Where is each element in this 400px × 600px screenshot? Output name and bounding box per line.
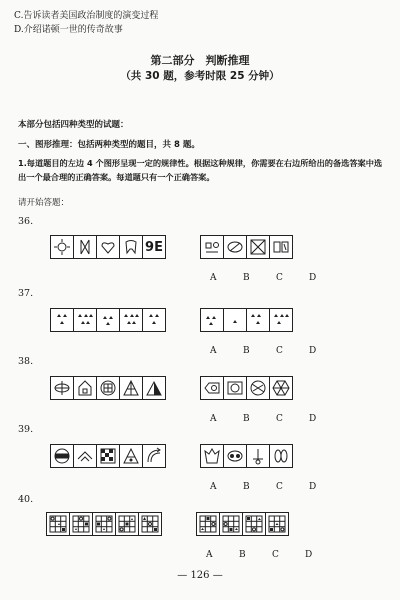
question-number: 36. (18, 216, 34, 227)
part1-title: 一、图形推理：包括两种类型的题目，共 8 题。 (18, 140, 200, 150)
option-label-b: B (243, 482, 250, 492)
option-label-a: A (210, 273, 217, 283)
option-label-b: B (243, 346, 250, 356)
circle-grid-figure (97, 377, 120, 399)
grid-figure (139, 513, 161, 535)
question-number: 39. (18, 424, 34, 435)
q39-stem-strip (50, 444, 166, 468)
q36-stem-strip (50, 235, 166, 259)
triangles-figure (97, 309, 120, 331)
option-label-d: D (309, 346, 317, 356)
option-label-c: C (276, 346, 283, 356)
rule-text: 1.每道题目的左边 4 个图形呈现一定的规律性。根据这种规律，你需要在右边所给出的备选答案中选出一个最合理的正确答案。每道题只有一个正确答案。 (18, 158, 383, 182)
option-a-figure[interactable] (201, 377, 224, 399)
checker-figure (97, 445, 120, 467)
option-label-b: B (243, 414, 250, 424)
heart-figure (97, 236, 120, 258)
option-c-text: C.告诉读者美国政治制度的演变过程 (14, 11, 159, 21)
option-a-figure[interactable] (197, 513, 220, 535)
option-label-c: C (276, 482, 283, 492)
option-c-figure[interactable] (247, 236, 270, 258)
option-label-a: A (210, 414, 217, 424)
sun-figure (51, 236, 74, 258)
house-figure (74, 377, 97, 399)
start-text: 请开始答题： (18, 198, 70, 208)
section-title: 第二部分 判断推理 (150, 54, 250, 67)
question-number: 37. (18, 288, 34, 299)
circle-bar-figure (51, 445, 74, 467)
grid-figure (47, 513, 70, 535)
q37-option-strip (200, 308, 293, 332)
option-b-figure[interactable] (224, 445, 247, 467)
glyph-9e-figure: 9E (145, 239, 163, 255)
triangle-pattern-figure (120, 445, 143, 467)
option-label-d: D (309, 414, 317, 424)
q39-option-strip (200, 444, 293, 468)
intro-text: 本部分包括四种类型的试题： (18, 120, 129, 130)
option-d-figure[interactable] (266, 513, 288, 535)
option-c-figure[interactable] (247, 377, 270, 399)
option-label-c: C (272, 550, 279, 560)
q37-stem-strip (50, 308, 166, 332)
grid-figure (116, 513, 139, 535)
arc-arrow-figure (143, 445, 165, 467)
q38-stem-strip (50, 376, 166, 400)
triangles-figure (74, 309, 97, 331)
option-label-b: B (243, 273, 250, 283)
option-c-figure[interactable] (247, 445, 270, 467)
q40-option-strip (196, 512, 289, 536)
tooth-figure (120, 236, 143, 258)
triangles-figure (143, 309, 165, 331)
option-d-figure[interactable] (270, 309, 292, 331)
option-label-c: C (276, 273, 283, 283)
triangles-figure (51, 309, 74, 331)
section-subtitle: （共 30 题，参考时限 25 分钟） (120, 70, 280, 82)
question-number: 38. (18, 356, 34, 367)
option-a-figure[interactable] (201, 236, 224, 258)
option-b-figure[interactable] (224, 377, 247, 399)
option-d-figure[interactable] (270, 445, 292, 467)
q40-stem-strip (46, 512, 162, 536)
ellipse-cross-figure (51, 377, 74, 399)
option-d-figure[interactable] (270, 236, 292, 258)
option-c-figure[interactable] (243, 513, 266, 535)
question-number: 40. (18, 494, 34, 505)
option-label-c: C (276, 414, 283, 424)
grid-figure (93, 513, 116, 535)
option-b-figure[interactable] (224, 236, 247, 258)
option-label-b: B (239, 550, 246, 560)
option-label-a: A (210, 482, 217, 492)
q38-option-strip (200, 376, 293, 400)
option-label-d: D (305, 550, 313, 560)
option-a-figure[interactable] (201, 309, 224, 331)
option-label-d: D (309, 482, 317, 492)
page-number: — 126 — (177, 570, 223, 581)
option-label-a: A (210, 346, 217, 356)
option-d-text: D.介绍诺顿一世的传奇故事 (14, 25, 123, 35)
option-b-figure[interactable] (220, 513, 243, 535)
triangles-figure (120, 309, 143, 331)
chevron-figure (74, 445, 97, 467)
option-label-d: D (309, 273, 317, 283)
option-a-figure[interactable] (201, 445, 224, 467)
option-b-figure[interactable] (224, 309, 247, 331)
option-c-figure[interactable] (247, 309, 270, 331)
q36-option-strip (200, 235, 293, 259)
triangle-filled-figure (143, 377, 165, 399)
triangle-figure (120, 377, 143, 399)
arrow-figure (74, 236, 97, 258)
option-label-a: A (206, 550, 213, 560)
option-d-figure[interactable] (270, 377, 292, 399)
grid-figure (70, 513, 93, 535)
